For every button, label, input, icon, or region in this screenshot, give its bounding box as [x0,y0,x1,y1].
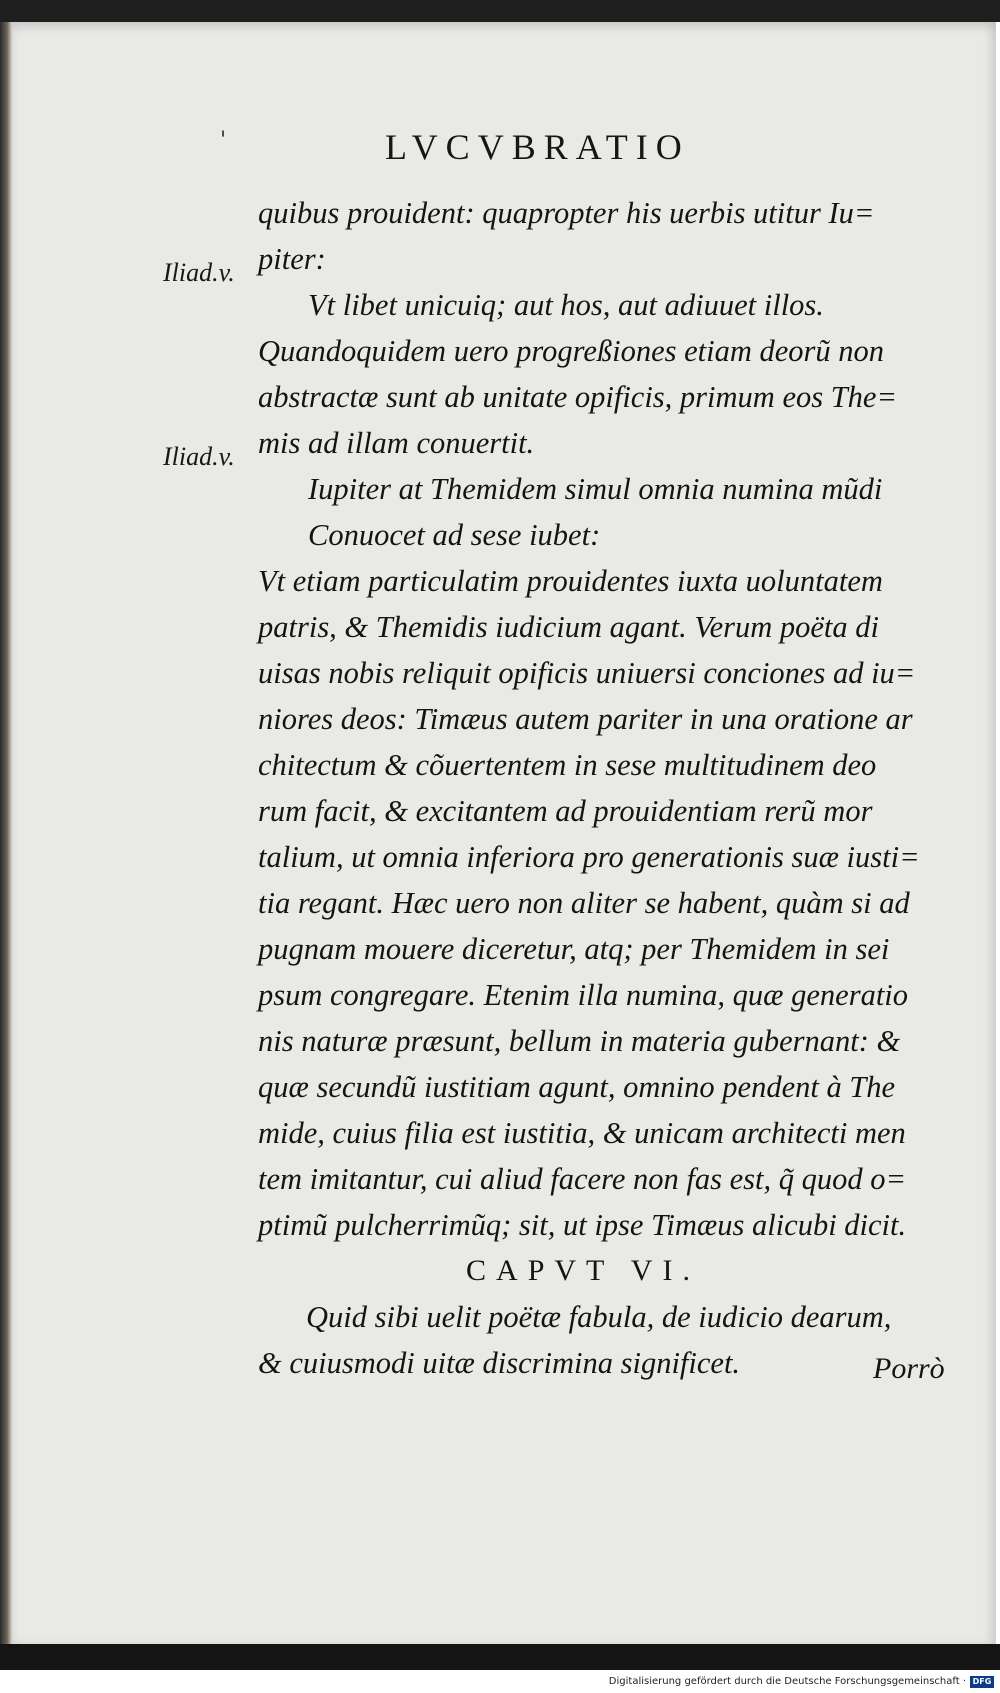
text-line: patris, & Themidis iudicium agant. Verum poëta di [258,610,880,644]
text-line: mis ad illam conuertit. [258,426,535,460]
top-scan-border [0,0,1000,22]
text-line: abstractæ sunt ab unitate opificis, primum eos The= [258,380,898,414]
digitization-credit: Digitalisierung gefördert durch die Deutsche Forschungsgemeinschaft · [608,1676,966,1687]
page-mark: ' [220,128,227,153]
text-line: tem imitantur, cui aliud facere non fas est, q̃ quod o= [258,1162,907,1196]
margin-note-iliad-1: Iliad.v. [163,258,235,287]
text-line: nis naturæ præsunt, bellum in materia gubernant: & [258,1024,901,1058]
text-line: niores deos: Timæus autem pariter in una oratione ar [258,702,913,736]
text-line: Quandoquidem uero progreßiones etiam deorũ non [258,334,885,368]
text-line: rum facit, & excitantem ad prouidentiam rerũ mor [258,794,873,828]
text-line: quæ secundũ iustitiam agunt, omnino pendent à The [258,1070,896,1104]
chapter-heading: CAPVT VI. [466,1254,700,1287]
body-text [258,190,948,1386]
margin-note-iliad-2: Iliad.v. [163,442,235,471]
text-line: mide, cuius filia est iustitia, & unicam architecti men [258,1116,906,1150]
bottom-scan-border [0,1644,1000,1670]
running-head: LVCVBRATIO [385,127,690,167]
verse-line: Conuocet ad sese iubet: [308,518,601,552]
chapter-summary-line: Quid sibi uelit poëtæ fabula, de iudicio dearum, [306,1300,892,1334]
text-line: pugnam mouere diceretur, atq; per Themidem in sei [258,932,890,966]
text-line: tia regant. Hæc uero non aliter se habent, quàm si ad [258,886,910,920]
verse-line: Iupiter at Themidem simul omnia numina mũdi [308,472,883,506]
text-line: ptimũ pulcherrimũq; sit, ut ipse Timæus alicubi dicit. [258,1208,907,1242]
text-line: uisas nobis reliquit opificis uniuersi conciones ad iu= [258,656,916,690]
chapter-summary-line: & cuiusmodi uitæ discrimina significet. [258,1346,741,1380]
text-line: Vt etiam particulatim prouidentes iuxta uoluntatem [258,564,883,598]
dfg-logo: DFG [970,1676,994,1688]
text-line: quibus prouident: quapropter his uerbis utitur Iu= [258,196,875,230]
catchword: Porrò [873,1352,945,1385]
text-line: talium, ut omnia inferiora pro generationis suæ iusti= [258,840,920,874]
text-line: piter: [258,242,326,276]
text-line: psum congregare. Etenim illa numina, quæ generatio [258,978,909,1012]
verse-line: Vt libet unicuiq; aut hos, aut adiuuet illos. [308,288,824,322]
book-spine-edge [0,22,12,1644]
text-line: chitectum & cõuertentem in sese multitudinem deo [258,748,877,782]
